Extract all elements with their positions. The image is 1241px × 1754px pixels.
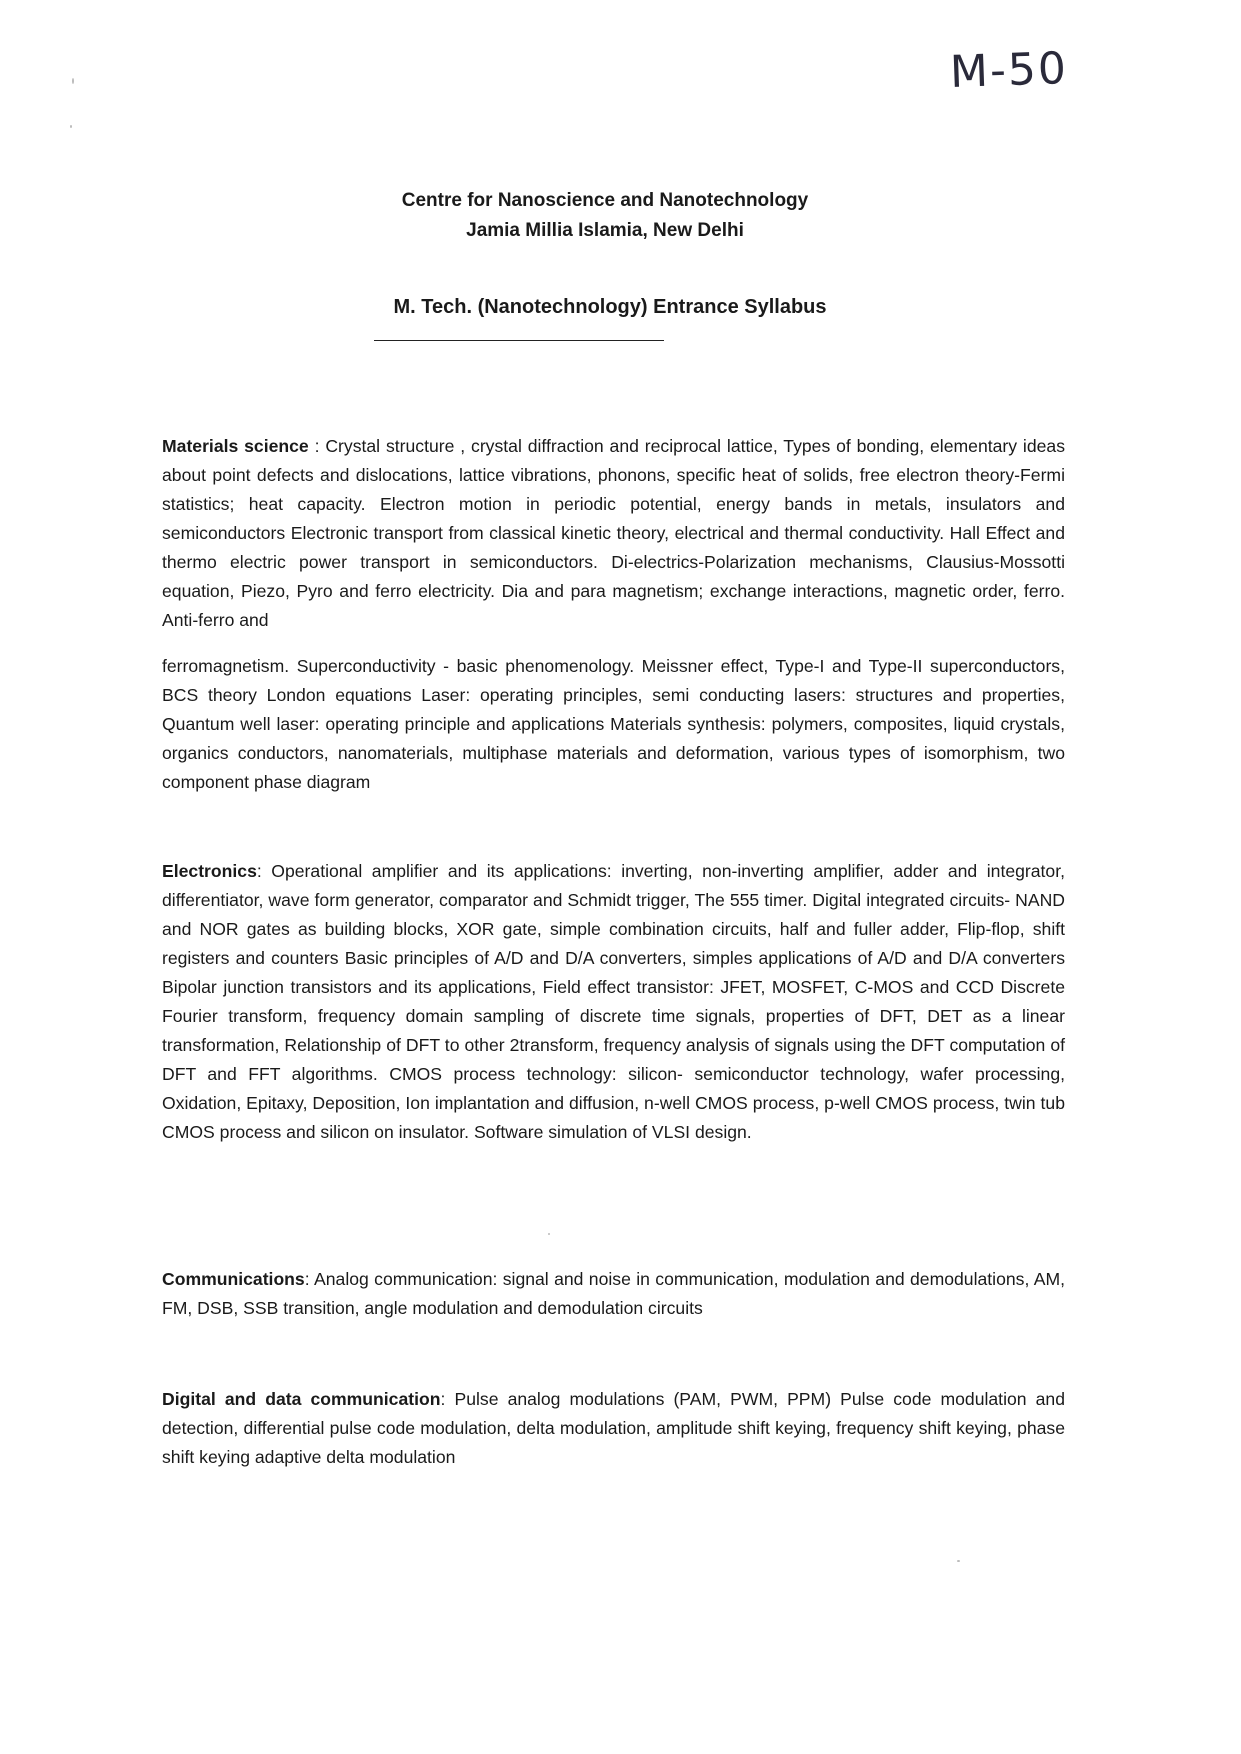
scan-speck bbox=[548, 1233, 550, 1235]
section-separator: : bbox=[256, 861, 272, 881]
scan-speck bbox=[957, 1560, 960, 1562]
section-term: Electronics bbox=[162, 861, 257, 881]
scan-speck bbox=[72, 78, 74, 84]
section-text: Crystal structure , crystal diffraction and reciprocal lattice, Types of bonding, elementary ideas about point defects and dislocations, lattice vibrations, phonons, specific heat of solids, free electron theory-Fermi statistics; heat capacity. Electron motion in periodic potential, energy bands in metals, insulators and semiconductors Electronic transport from classical kinetic theory, electrical and thermal conductivity. Hall Effect and thermo electric power transport in semiconductors. Di-electrics-Polarization mechanisms, Clausius-Mossotti equation, Piezo, Pyro and ferro electricity. Dia and para magnetism; exchange interactions, magnetic order, ferro. Anti-ferro and bbox=[162, 436, 1065, 630]
section-text: Operational amplifier and its applications: inverting, non-inverting amplifier, adder and integrator, differentiator, wave form generator, comparator and Schmidt trigger, The 555 timer. Digital integrated circuits- NAND and NOR gates as building blocks, XOR gate, simple combination circuits, half and fuller adder, Flip-flop, shift registers and counters Basic principles of A/D and D/A converters, simples applications of A/D and D/A converters Bipolar junction transistors and its applications, Field effect transistor: JFET, MOSFET, C-MOS and CCD Discrete Fourier transform, frequency domain sampling of discrete time signals, properties of DFT, DET as a linear transformation, Relationship of DFT to other 2transform, frequency analysis of signals using the DFT computation of DFT and FFT algorithms. CMOS process technology: silicon- semiconductor technology, wafer processing, Oxidation, Epitaxy, Deposition, Ion implantation and diffusion, n-well CMOS process, p-well CMOS process, twin tub CMOS process and silicon on insulator. Software simulation of VLSI design. bbox=[162, 861, 1065, 1142]
institution-location: Jamia Millia Islamia, New Delhi bbox=[466, 220, 744, 241]
institution-title: Centre for Nanoscience and Nanotechnology bbox=[401, 190, 809, 211]
scan-speck bbox=[70, 125, 72, 128]
section-term: Communications bbox=[162, 1269, 305, 1289]
section-text: Analog communication: signal and noise in communication, modulation and demodulations, AM, FM, DSB, SSB transition, angle modulation and demodulation circuits bbox=[162, 1269, 1066, 1318]
title-underline bbox=[374, 340, 664, 341]
digital-communication-paragraph bbox=[162, 1385, 1065, 1472]
communications-paragraph bbox=[162, 1265, 1065, 1323]
section-separator: : bbox=[308, 436, 326, 456]
section-term: Materials science bbox=[162, 436, 309, 456]
electronics-paragraph bbox=[162, 857, 1065, 1147]
materials-science-continuation: ferromagnetism. Superconductivity - basic phenomenology. Meissner effect, Type-I and Type-II superconductors, BCS theory London equations Laser: operating principles, semi conducting lasers: structures and properties, Quantum well laser: operating principle and applications Materials synthesis: polymers, composites, liquid crystals, organics conductors, nanomaterials, multiphase materials and deformation, various types of isomorphism, two component phase diagram bbox=[162, 656, 1065, 792]
handwritten-page-mark: M-50 bbox=[949, 42, 1069, 99]
section-separator: : bbox=[304, 1269, 315, 1289]
section-separator: : bbox=[440, 1389, 455, 1409]
section-text: Pulse analog modulations (PAM, PWM, PPM) Pulse code modulation and detection, differential pulse code modulation, delta modulation, amplitude shift keying, frequency shift keying, phase shift keying adaptive delta modulation bbox=[162, 1389, 1065, 1467]
materials-science-paragraph bbox=[162, 432, 1065, 635]
syllabus-title: M. Tech. (Nanotechnology) Entrance Syllabus bbox=[393, 296, 827, 318]
section-term: Digital and data communication bbox=[162, 1389, 441, 1409]
